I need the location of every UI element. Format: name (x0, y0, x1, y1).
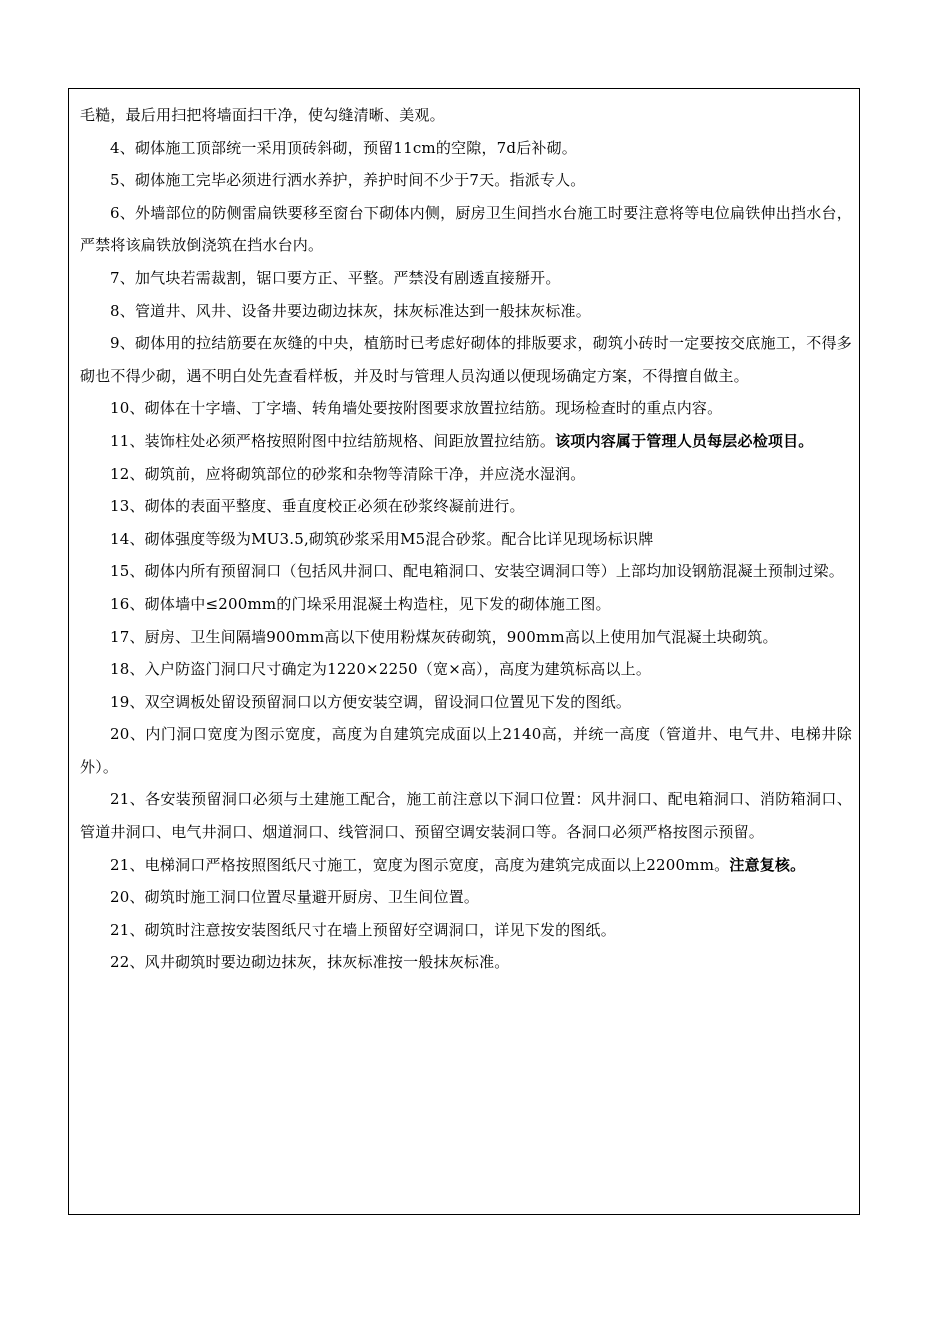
paragraph-text: 10、砌体在十字墙、丁字墙、转角墙处要按附图要求放置拉结筋。现场检查时的重点内容。 (110, 399, 723, 418)
paragraph-item-10 (80, 392, 852, 425)
paragraph-item-16 (80, 588, 852, 621)
paragraph-item-14 (80, 523, 852, 556)
paragraph-item-18 (80, 653, 852, 686)
paragraph-text: 19、双空调板处留设预留洞口以方便安装空调，留设洞口位置见下发的图纸。 (110, 692, 632, 711)
paragraph-text: 12、砌筑前，应将砌筑部位的砂浆和杂物等清除干净，并应浇水湿润。 (110, 464, 586, 483)
paragraph-text: 14、砌体强度等级为MU3.5,砌筑砂浆采用M5混合砂浆。配合比详见现场标识牌 (110, 529, 654, 548)
paragraph-text: 4、砌体施工顶部统一采用顶砖斜砌，预留11cm的空隙，7d后补砌。 (110, 138, 578, 157)
paragraph-item-8 (80, 295, 852, 328)
paragraph-text: 5、砌体施工完毕必须进行洒水养护，养护时间不少于7天。指派专人。 (110, 171, 586, 190)
paragraph-item-6 (80, 197, 852, 262)
paragraph-item-9 (80, 327, 852, 392)
paragraph-text: 毛糙，最后用扫把将墙面扫干净，使勾缝清晰、美观。 (80, 106, 445, 124)
paragraph-text: 20、内门洞口宽度为图示宽度，高度为自建筑完成面以上2140高，并统一高度（管道井、电气井、电梯井除外）。 (80, 725, 852, 776)
paragraph-text: 15、砌体内所有预留洞口（包括风井洞口、配电箱洞口、安装空调洞口等）上部均加设钢筋混凝土预制过梁。 (110, 562, 844, 581)
paragraph-bold-note: 注意复核。 (729, 855, 806, 874)
paragraph-text: 8、管道井、风井、设备井要边砌边抹灰，抹灰标准达到一般抹灰标准。 (110, 301, 591, 320)
paragraph-item-20 (80, 718, 852, 783)
paragraph-text: 16、砌体墙中≤200mm的门垛采用混凝土构造柱，见下发的砌体施工图。 (110, 594, 611, 613)
paragraph-item-13 (80, 490, 852, 523)
paragraph-item-11 (80, 425, 852, 458)
paragraph-bold-note: 该项内容属于管理人员每层必检项目。 (555, 431, 814, 450)
paragraph-text: 21、电梯洞口严格按照图纸尺寸施工，宽度为图示宽度，高度为建筑完成面以上2200mm。 (110, 855, 730, 874)
paragraph-item-21c (80, 914, 852, 947)
paragraph-text: 22、风井砌筑时要边砌边抹灰，抹灰标准按一般抹灰标准。 (110, 953, 510, 972)
paragraph-item-21a (80, 783, 852, 848)
paragraph-text: 20、砌筑时施工洞口位置尽量避开厨房、卫生间位置。 (110, 888, 480, 907)
paragraph-item-15 (80, 555, 852, 588)
paragraph-item-4 (80, 132, 852, 165)
paragraph-item-19 (80, 686, 852, 719)
paragraph-text: 18、入户防盗门洞口尺寸确定为1220×2250（宽×高），高度为建筑标高以上。 (110, 660, 652, 679)
paragraph-item-12 (80, 458, 852, 491)
paragraph-item-5 (80, 164, 852, 197)
paragraph-item-20b (80, 881, 852, 914)
document-body (80, 99, 852, 979)
paragraph-text: 11、装饰柱处必须严格按照附图中拉结筋规格、间距放置拉结筋。 (110, 431, 556, 450)
paragraph-text: 9、砌体用的拉结筋要在灰缝的中央，植筋时已考虑好砌体的排版要求，砌筑小砖时一定要按交底施工，不得多砌也不得少砌，遇不明白处先查看样板，并及时与管理人员沟通以便现场确定方案，不得擅自做主。 (80, 334, 852, 385)
paragraph-text: 21、各安装预留洞口必须与土建施工配合，施工前注意以下洞口位置：风井洞口、配电箱洞口、消防箱洞口、管道井洞口、电气井洞口、烟道洞口、线管洞口、预留空调安装洞口等。各洞口必须严格按图示预留。 (80, 790, 852, 842)
paragraph-item-17 (80, 621, 852, 654)
paragraph-item-22 (80, 946, 852, 979)
paragraph-text: 21、砌筑时注意按安装图纸尺寸在墙上预留好空调洞口，详见下发的图纸。 (110, 920, 616, 939)
paragraph-continuation (80, 99, 852, 132)
paragraph-text: 17、厨房、卫生间隔墙900mm高以下使用粉煤灰砖砌筑，900mm高以上使用加气混凝土块砌筑。 (110, 627, 778, 646)
paragraph-text: 13、砌体的表面平整度、垂直度校正必须在砂浆终凝前进行。 (110, 497, 525, 516)
paragraph-text: 6、外墙部位的防侧雷扁铁要移至窗台下砌体内侧，厨房卫生间挡水台施工时要注意将等电位扁铁伸出挡水台，严禁将该扁铁放倒浇筑在挡水台内。 (80, 203, 852, 255)
paragraph-text: 7、加气块若需裁割，锯口要方正、平整。严禁没有剧透直接掰开。 (110, 268, 561, 287)
paragraph-item-7 (80, 262, 852, 295)
paragraph-item-21b (80, 849, 852, 882)
